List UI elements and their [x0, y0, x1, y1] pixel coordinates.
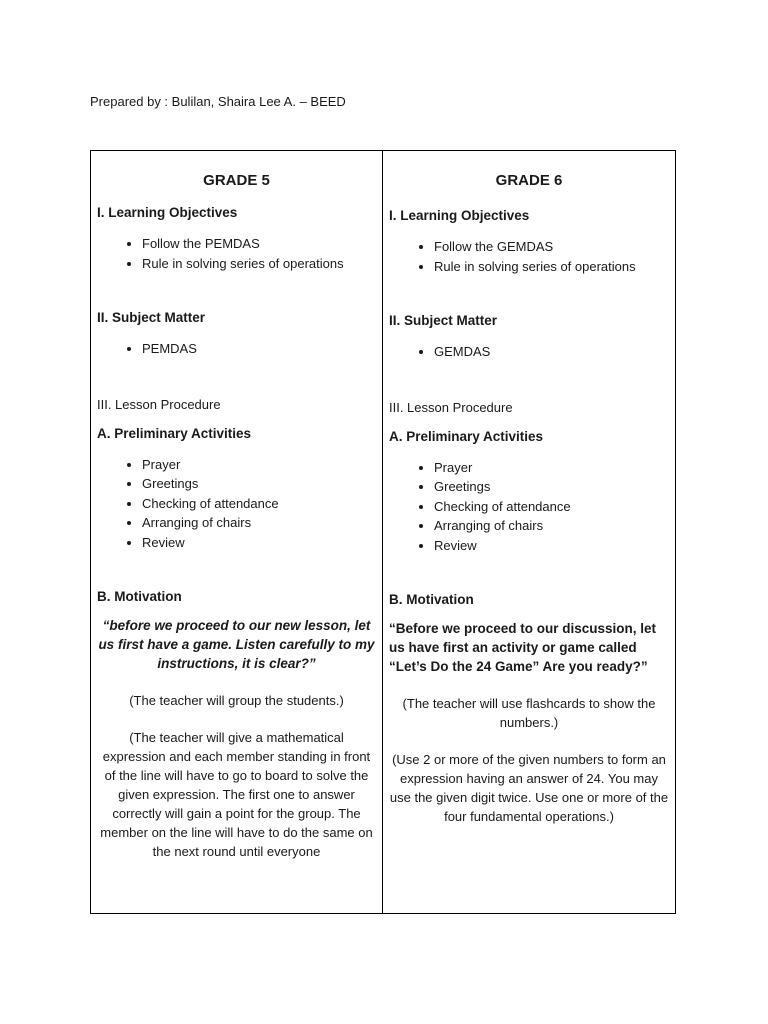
list-item: • PEMDAS — [142, 339, 376, 359]
list-item: • Follow the GEMDAS — [434, 237, 669, 257]
grade6-motivation-quote: “Before we proceed to our discussion, let us have first an activity or game called “Let’s Do the 24 Game” Are you ready?” — [389, 621, 657, 674]
grade6-paragraph-1: (The teacher will use flashcards to show the numbers.) — [402, 696, 656, 730]
grade6-objectives-heading: I. Learning Objectives — [389, 208, 530, 223]
grade6-column — [383, 151, 675, 913]
grade6-prelim-heading: A. Preliminary Activities — [389, 428, 544, 444]
grade5-paragraph-1: (The teacher will group the students.) — [129, 693, 344, 708]
lesson-comparison-table — [90, 150, 676, 914]
list-item: • Checking of attendance — [142, 494, 376, 514]
list-item: • Rule in solving series of operations — [434, 257, 669, 277]
grade6-procedure-heading: III. Lesson Procedure — [389, 399, 513, 415]
list-item: • Greetings — [434, 477, 669, 497]
prepared-by-line: Prepared by : Bulilan, Shaira Lee A. – BEED — [90, 94, 346, 109]
list-item: • Checking of attendance — [434, 497, 669, 517]
grade5-procedure-heading: III. Lesson Procedure — [97, 396, 221, 412]
grade5-prelim-list — [97, 455, 376, 553]
list-item: • Arranging of chairs — [142, 513, 376, 533]
grade5-title: GRADE 5 — [203, 172, 270, 189]
grade5-paragraph-2: (The teacher will give a mathematical expression and each member standing in front of the line will have to go to board to solve the given expression. The first one to answer correctly will gain a point for the group. The member on the line will have to do the same on the next round until everyone — [100, 730, 373, 859]
grade5-subject-list — [97, 339, 376, 359]
list-item: • GEMDAS — [434, 342, 669, 362]
grade6-motivation-heading: B. Motivation — [389, 592, 474, 607]
list-item: • Arranging of chairs — [434, 516, 669, 536]
list-item: • Review — [142, 533, 376, 553]
list-item: • Rule in solving series of operations — [142, 254, 376, 274]
grade5-motivation-quote: “before we proceed to our new lesson, let us first have a game. Listen carefully to my instructions, it is clear?” — [98, 618, 375, 671]
grade5-subject-heading: II. Subject Matter — [97, 310, 206, 325]
grade5-motivation-heading: B. Motivation — [97, 589, 182, 604]
grade5-prelim-heading: A. Preliminary Activities — [97, 425, 252, 441]
grade6-prelim-list — [389, 458, 669, 556]
grade5-column — [91, 151, 383, 913]
grade6-title: GRADE 6 — [495, 172, 563, 189]
grade5-objectives-list — [97, 234, 376, 273]
grade6-objectives-list — [389, 237, 669, 276]
list-item: • Review — [434, 536, 669, 556]
list-item: • Prayer — [434, 458, 669, 478]
grade5-objectives-heading: I. Learning Objectives — [97, 205, 238, 220]
grade6-subject-heading: II. Subject Matter — [389, 313, 498, 328]
grade6-paragraph-2: (Use 2 or more of the given numbers to form an expression having an answer of 24. You may use the given digit twice. Use one or more of the four fundamental operations.) — [389, 752, 669, 824]
list-item: • Prayer — [142, 455, 376, 475]
list-item: • Greetings — [142, 474, 376, 494]
grade6-subject-list — [389, 342, 669, 362]
list-item: • Follow the PEMDAS — [142, 234, 376, 254]
